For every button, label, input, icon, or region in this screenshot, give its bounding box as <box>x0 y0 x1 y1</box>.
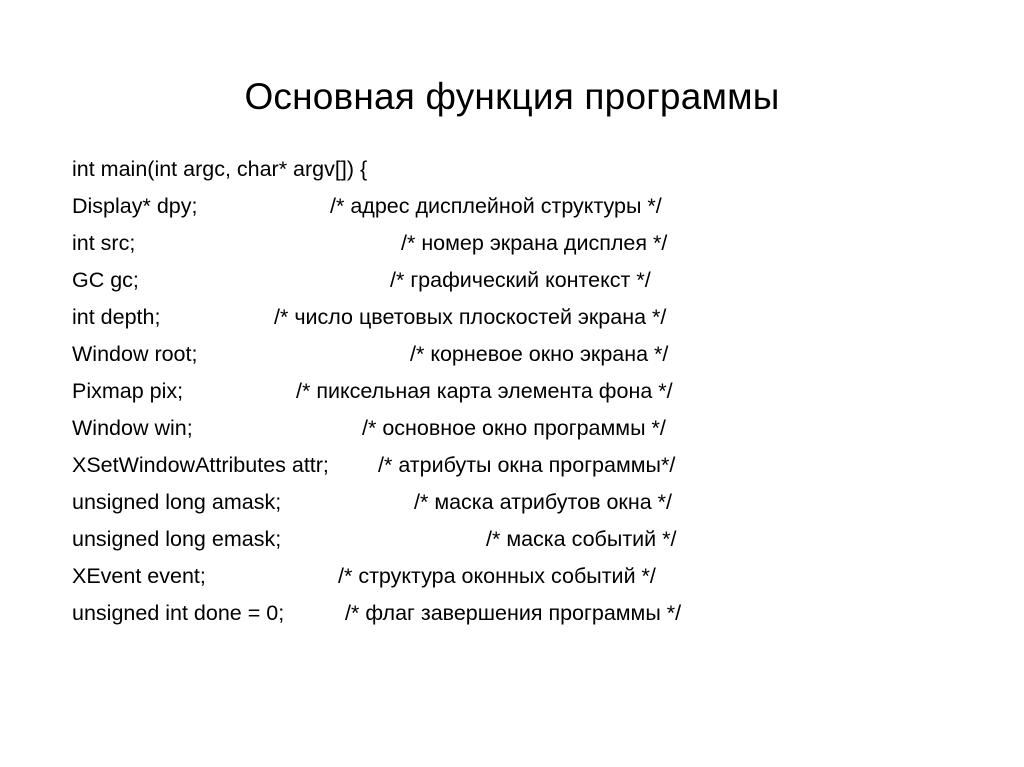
code-line <box>72 299 972 336</box>
declaration-code: int depth; <box>72 305 161 329</box>
code-line <box>72 188 972 225</box>
declaration-code: GC gc; <box>72 268 139 292</box>
declaration-code: unsigned long emask; <box>72 527 282 551</box>
slide-title: Основная функция программы <box>244 76 780 117</box>
code-line-main-signature <box>72 151 972 188</box>
declaration-comment: /* номер экрана дисплея */ <box>401 231 668 255</box>
declaration-code: Window win; <box>72 416 193 440</box>
code-line <box>72 447 972 484</box>
declaration-comment: /* корневое окно экрана */ <box>410 342 669 366</box>
code-line <box>72 410 972 447</box>
code-line <box>72 558 972 595</box>
declaration-comment: /* атрибуты окна программы*/ <box>378 453 676 477</box>
declaration-comment: /* адрес дисплейной структуры */ <box>330 194 662 218</box>
code-line <box>72 225 972 262</box>
declaration-code: Pixmap pix; <box>72 379 184 403</box>
code-line <box>72 373 972 410</box>
code-line <box>72 262 972 299</box>
declaration-comment: /* флаг завершения программы */ <box>345 601 682 625</box>
declaration-code: XEvent event; <box>72 564 206 588</box>
declaration-code: unsigned long amask; <box>72 490 282 514</box>
declaration-comment: /* пиксельная карта элемента фона */ <box>296 379 673 403</box>
code-line <box>72 484 972 521</box>
main-signature: int main(int argc, char* argv[]) { <box>72 157 368 181</box>
declaration-code: Display* dpy; <box>72 194 198 218</box>
declaration-comment: /* маска атрибутов окна */ <box>414 490 672 514</box>
code-line <box>72 595 972 632</box>
declaration-comment: /* графический контекст */ <box>390 268 651 292</box>
declaration-comment: /* основное окно программы */ <box>362 416 666 440</box>
declaration-comment: /* маска событий */ <box>486 527 677 551</box>
declaration-code: int src; <box>72 231 136 255</box>
declaration-comment: /* число цветовых плоскостей экрана */ <box>274 305 667 329</box>
code-line <box>72 521 972 558</box>
code-line <box>72 336 972 373</box>
declaration-comment: /* структура оконных событий */ <box>338 564 656 588</box>
declaration-code: Window root; <box>72 342 198 366</box>
declaration-code: unsigned int done = 0; <box>72 601 285 625</box>
code-listing <box>72 151 972 632</box>
declaration-code: XSetWindowAttributes attr; <box>72 453 329 477</box>
